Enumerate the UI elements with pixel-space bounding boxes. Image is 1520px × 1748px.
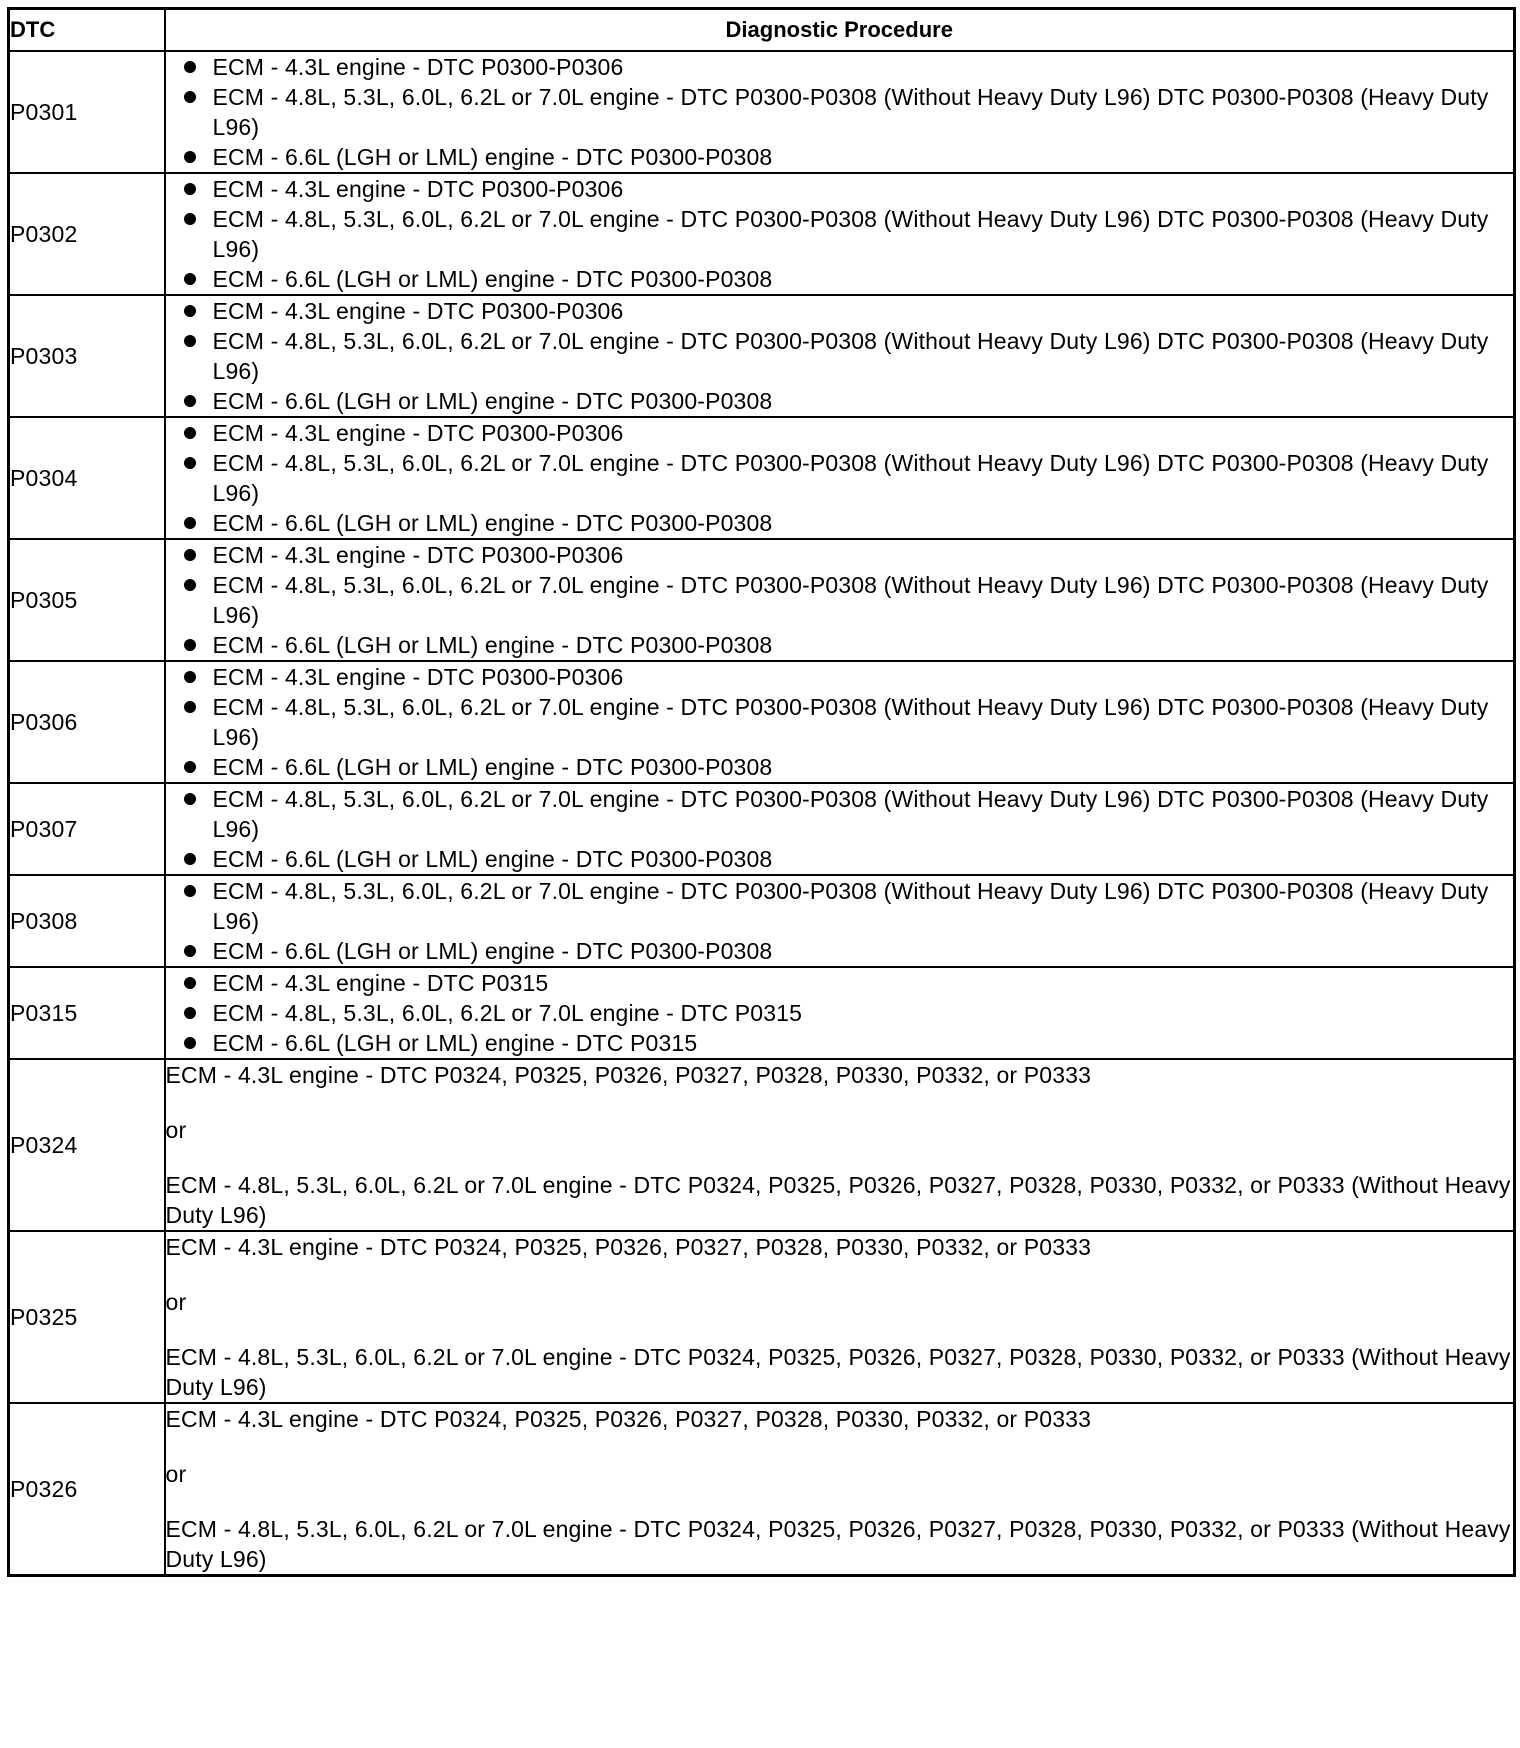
procedure-link-text: ECM - 4.8L, 5.3L, 6.0L, 6.2L or 7.0L engine - DTC P0300-P0308 (Without Heavy Duty L96) DTC P0300-P0308 (Heavy Duty L96) [212,84,1489,140]
procedure-item [166,630,1514,660]
procedure-link-text: ECM - 4.3L engine - DTC P0300-P0306 [212,54,624,80]
bullet-icon [184,945,196,957]
table-row [9,173,1515,295]
procedure-item [166,692,1514,752]
procedure-link-text: ECM - 6.6L (LGH or LML) engine - DTC P0300-P0308 [212,846,773,872]
procedure-cell [165,173,1515,295]
bullet-icon [184,549,196,561]
bullet-icon [184,885,196,897]
procedure-item [166,386,1514,416]
dtc-code: P0325 [9,1231,165,1403]
procedure-list [166,662,1514,782]
procedure-paragraph: ECM - 4.3L engine - DTC P0324, P0325, P0326, P0327, P0328, P0330, P0332, or P0333 [165,1406,1092,1432]
procedure-link-text: ECM - 4.8L, 5.3L, 6.0L, 6.2L or 7.0L engine - DTC P0300-P0308 (Without Heavy Duty L96) DTC P0300-P0308 (Heavy Duty L96) [212,206,1489,262]
procedure-item [166,174,1514,204]
table-row [9,1059,1515,1231]
procedure-link-text: ECM - 4.8L, 5.3L, 6.0L, 6.2L or 7.0L engine - DTC P0300-P0308 (Without Heavy Duty L96) DTC P0300-P0308 (Heavy Duty L96) [212,786,1489,842]
procedure-cell [165,51,1515,173]
header-diagnostic-procedure: Diagnostic Procedure [165,9,1515,52]
procedure-item [166,82,1514,142]
procedure-item [166,570,1514,630]
procedure-paragraph: ECM - 4.3L engine - DTC P0324, P0325, P0326, P0327, P0328, P0330, P0332, or P0333 [165,1234,1092,1260]
procedure-list [166,52,1514,172]
procedure-cell [165,417,1515,539]
table-row [9,417,1515,539]
dtc-code: P0306 [9,661,165,783]
procedure-item [166,662,1514,692]
dtc-code: P0324 [9,1059,165,1231]
procedure-list [166,418,1514,538]
procedure-item [166,876,1514,936]
bullet-icon [184,457,196,469]
procedure-item [166,204,1514,264]
procedure-or-separator: or [165,1289,187,1315]
procedure-item [166,52,1514,82]
bullet-icon [184,273,196,285]
table-row [9,783,1515,875]
bullet-icon [184,1007,196,1019]
bullet-icon [184,793,196,805]
procedure-link-text: ECM - 4.3L engine - DTC P0300-P0306 [212,176,624,202]
procedure-cell [165,1059,1515,1231]
bullet-icon [184,61,196,73]
dtc-code: P0307 [9,783,165,875]
bullet-icon [184,761,196,773]
bullet-icon [184,579,196,591]
procedure-cell [165,1231,1515,1403]
procedure-list [166,876,1514,966]
procedure-cell [165,1403,1515,1576]
procedure-link-text: ECM - 6.6L (LGH or LML) engine - DTC P0300-P0308 [212,266,773,292]
procedure-list [166,174,1514,294]
procedure-link-text: ECM - 6.6L (LGH or LML) engine - DTC P0315 [212,1030,698,1056]
procedure-paragraph: ECM - 4.8L, 5.3L, 6.0L, 6.2L or 7.0L engine - DTC P0324, P0325, P0326, P0327, P0328, P0330, P0332, or P0333 (Without Heavy Duty L96) [165,1344,1511,1400]
procedure-link-text: ECM - 6.6L (LGH or LML) engine - DTC P0300-P0308 [212,754,773,780]
procedure-item [166,296,1514,326]
table-row [9,967,1515,1059]
procedure-or-separator: or [165,1461,187,1487]
procedure-link-text: ECM - 4.8L, 5.3L, 6.0L, 6.2L or 7.0L engine - DTC P0300-P0308 (Without Heavy Duty L96) DTC P0300-P0308 (Heavy Duty L96) [212,450,1489,506]
header-row [9,9,1515,52]
procedure-link-text: ECM - 6.6L (LGH or LML) engine - DTC P0300-P0308 [212,632,773,658]
procedure-cell [165,295,1515,417]
procedure-item [166,844,1514,874]
procedure-item [166,998,1514,1028]
bullet-icon [184,335,196,347]
procedure-list [166,968,1514,1058]
procedure-link-text: ECM - 4.3L engine - DTC P0315 [212,970,549,996]
procedure-item [166,1028,1514,1058]
procedure-list [166,784,1514,874]
dtc-code: P0301 [9,51,165,173]
procedure-link-text: ECM - 6.6L (LGH or LML) engine - DTC P0300-P0308 [212,388,773,414]
dtc-code: P0305 [9,539,165,661]
procedure-cell [165,539,1515,661]
procedure-link-text: ECM - 4.3L engine - DTC P0300-P0306 [212,420,624,446]
procedure-paragraph: ECM - 4.8L, 5.3L, 6.0L, 6.2L or 7.0L engine - DTC P0324, P0325, P0326, P0327, P0328, P0330, P0332, or P0333 (Without Heavy Duty L96) [165,1172,1511,1228]
procedure-link-text: ECM - 4.3L engine - DTC P0300-P0306 [212,298,624,324]
procedure-item [166,326,1514,386]
procedure-cell [165,967,1515,1059]
procedure-item [166,418,1514,448]
dtc-code: P0326 [9,1403,165,1576]
dtc-code: P0308 [9,875,165,967]
procedure-item [166,142,1514,172]
procedure-list [166,540,1514,660]
bullet-icon [184,977,196,989]
dtc-code: P0315 [9,967,165,1059]
table-body [9,51,1515,1576]
procedure-cell [165,783,1515,875]
procedure-item [166,448,1514,508]
procedure-link-text: ECM - 4.3L engine - DTC P0300-P0306 [212,542,624,568]
table-row [9,295,1515,417]
table-row [9,1231,1515,1403]
procedure-link-text: ECM - 6.6L (LGH or LML) engine - DTC P0300-P0308 [212,144,773,170]
procedure-link-text: ECM - 4.3L engine - DTC P0300-P0306 [212,664,624,690]
bullet-icon [184,427,196,439]
table-row [9,51,1515,173]
bullet-icon [184,853,196,865]
procedure-paragraph: ECM - 4.8L, 5.3L, 6.0L, 6.2L or 7.0L engine - DTC P0324, P0325, P0326, P0327, P0328, P0330, P0332, or P0333 (Without Heavy Duty L96) [165,1516,1511,1572]
table-row [9,1403,1515,1576]
procedure-link-text: ECM - 6.6L (LGH or LML) engine - DTC P0300-P0308 [212,510,773,536]
bullet-icon [184,91,196,103]
procedure-item [166,508,1514,538]
procedure-link-text: ECM - 4.8L, 5.3L, 6.0L, 6.2L or 7.0L engine - DTC P0300-P0308 (Without Heavy Duty L96) DTC P0300-P0308 (Heavy Duty L96) [212,878,1489,934]
procedure-or-separator: or [165,1117,187,1143]
bullet-icon [184,701,196,713]
procedure-link-text: ECM - 4.8L, 5.3L, 6.0L, 6.2L or 7.0L engine - DTC P0300-P0308 (Without Heavy Duty L96) DTC P0300-P0308 (Heavy Duty L96) [212,694,1489,750]
procedure-link-text: ECM - 4.8L, 5.3L, 6.0L, 6.2L or 7.0L engine - DTC P0300-P0308 (Without Heavy Duty L96) DTC P0300-P0308 (Heavy Duty L96) [212,572,1489,628]
dtc-procedure-table [7,7,1516,1577]
procedure-link-text: ECM - 6.6L (LGH or LML) engine - DTC P0300-P0308 [212,938,773,964]
procedure-cell [165,661,1515,783]
procedure-list [166,296,1514,416]
bullet-icon [184,213,196,225]
procedure-item [166,936,1514,966]
bullet-icon [184,305,196,317]
bullet-icon [184,151,196,163]
procedure-paragraph: ECM - 4.3L engine - DTC P0324, P0325, P0326, P0327, P0328, P0330, P0332, or P0333 [165,1062,1092,1088]
procedure-item [166,752,1514,782]
procedure-item [166,264,1514,294]
procedure-link-text: ECM - 4.8L, 5.3L, 6.0L, 6.2L or 7.0L engine - DTC P0315 [212,1000,803,1026]
bullet-icon [184,1037,196,1049]
dtc-code: P0302 [9,173,165,295]
table-row [9,875,1515,967]
bullet-icon [184,395,196,407]
table-row [9,539,1515,661]
procedure-item [166,968,1514,998]
bullet-icon [184,183,196,195]
procedure-item [166,540,1514,570]
table-row [9,661,1515,783]
dtc-code: P0304 [9,417,165,539]
procedure-item [166,784,1514,844]
procedure-link-text: ECM - 4.8L, 5.3L, 6.0L, 6.2L or 7.0L engine - DTC P0300-P0308 (Without Heavy Duty L96) DTC P0300-P0308 (Heavy Duty L96) [212,328,1489,384]
procedure-cell [165,875,1515,967]
bullet-icon [184,639,196,651]
bullet-icon [184,517,196,529]
bullet-icon [184,671,196,683]
header-dtc: DTC [9,9,165,52]
dtc-code: P0303 [9,295,165,417]
